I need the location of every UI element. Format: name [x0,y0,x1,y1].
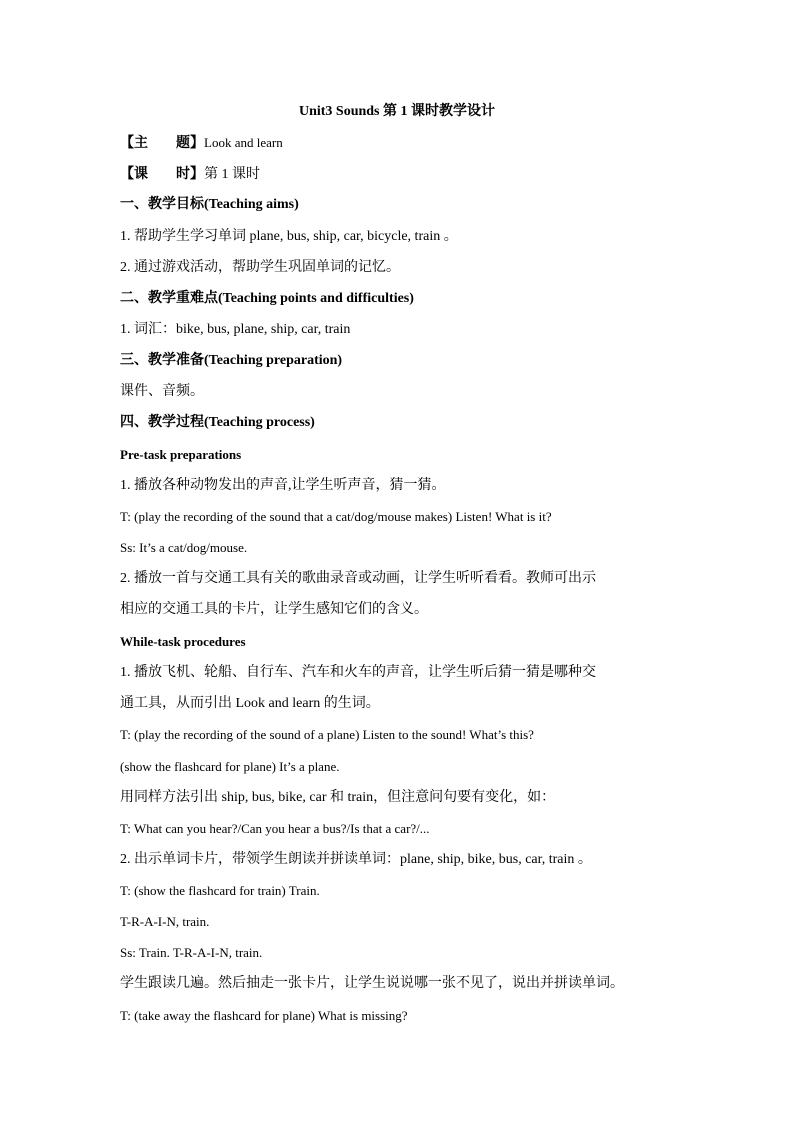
pre-task-line-2: T: (play the recording of the sound that a cat/dog/mouse makes) Listen! What is it? [120,509,552,524]
aims-item-2: 2. 通过游戏活动，帮助学生巩固单词的记忆。 [120,260,400,275]
process-heading: 四、教学过程(Teaching process) [120,415,315,430]
while-task-line-3: T: (play the recording of the sound of a plane) Listen to the sound! What’s this? [120,727,534,742]
while-task-heading: While-task procedures [120,634,246,649]
while-task-line-8: T: (show the flashcard for train) Train. [120,883,320,898]
pre-task-line-3: Ss: It’s a cat/dog/mouse. [120,540,248,555]
prep-heading: 三、教学准备(Teaching preparation) [120,353,343,368]
while-task-line-7: 2. 出示单词卡片，带领学生朗读并拼读单词：plane, ship, bike, bus, car, train 。 [120,852,592,867]
pre-task-line-5: 相应的交通工具的卡片，让学生感知它们的含义。 [120,602,428,617]
while-task-line-12: T: (take away the flashcard for plane) What is missing? [120,1008,408,1023]
topic-label: 【主 题】 [120,136,204,151]
aims-item-1: 1. 帮助学生学习单词 plane, bus, ship, car, bicycle, train 。 [120,229,458,244]
while-task-line-9: T-R-A-I-N, train. [120,914,210,929]
aims-heading: 一、教学目标(Teaching aims) [120,197,299,212]
while-task-line-10: Ss: Train. T-R-A-I-N, train. [120,945,263,960]
prep-item-1: 课件、音频。 [120,384,204,399]
while-task-line-1: 1. 播放飞机、轮船、自行车、汽车和火车的声音，让学生听后猜一猜是哪种交 [120,665,596,680]
topic-row [120,134,283,153]
document-title: Unit3 Sounds 第 1 课时教学设计 [298,104,496,119]
while-task-line-2: 通工具，从而引出 Look and learn 的生词。 [120,696,380,711]
while-task-line-5: 用同样方法引出 ship, bus, bike, car 和 train，但注意问句要有变化，如： [120,790,556,805]
while-task-line-6: T: What can you hear?/Can you hear a bus?/Is that a car?/... [120,821,430,836]
points-heading: 二、教学重难点(Teaching points and difficulties) [120,291,414,306]
while-task-line-11: 学生跟读几遍。然后抽走一张卡片，让学生说说哪一张不见了，说出并拼读单词。 [120,976,624,991]
pre-task-line-4: 2. 播放一首与交通工具有关的歌曲录音或动画，让学生听听看看。教师可出示 [120,571,596,586]
lesson-value: 第 1 课时 [204,167,260,182]
lesson-label: 【课 时】 [120,167,204,182]
pre-task-heading: Pre-task preparations [120,447,242,462]
pre-task-line-1: 1. 播放各种动物发出的声音,让学生听声音，猜一猜。 [120,478,446,493]
lesson-row [120,165,260,184]
while-task-line-4: (show the flashcard for plane) It’s a plane. [120,759,340,774]
points-item-1: 1. 词汇：bike, bus, plane, ship, car, train [120,322,351,337]
topic-value: Look and learn [204,135,283,150]
